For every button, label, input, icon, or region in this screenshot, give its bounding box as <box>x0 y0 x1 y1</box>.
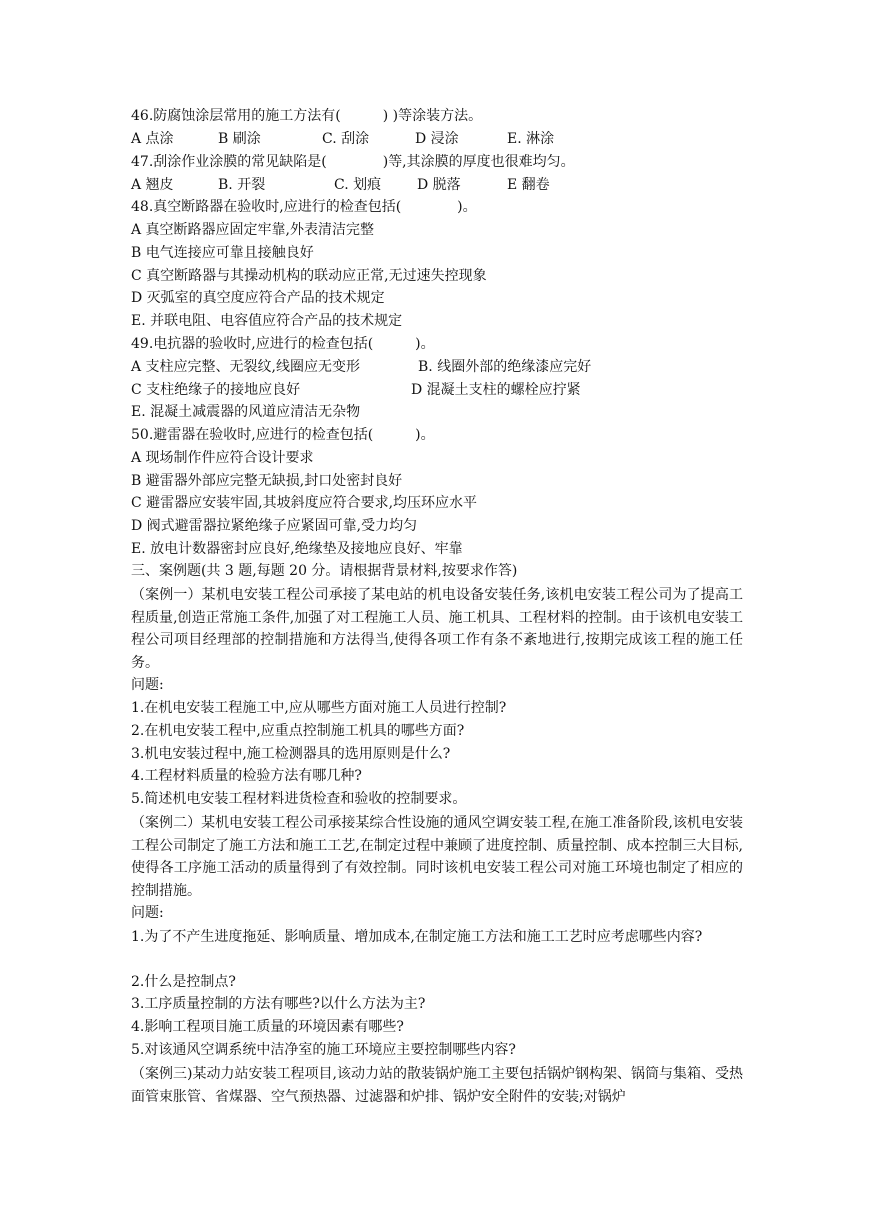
question-48-option: C 真空断路器与其操动机构的联动应正常,无过速失控现象 <box>131 268 487 284</box>
question-48-option: E. 并联电阻、电容值应符合产品的技术规定 <box>131 313 403 329</box>
question-48-stem: 48.真空断路器在验收时,应进行的检查包括( )。 <box>131 199 477 215</box>
case-1-question: 5.简述机电安装工程材料进货检查和验收的控制要求。 <box>131 791 467 807</box>
question-50-option: E. 放电计数器密封应良好,绝缘垫及接地应良好、牢靠 <box>131 541 463 557</box>
case-2-question: 1.为了不产生进度拖延、影响质量、增加成本,在制定施工方法和施工工艺时应考虑哪些内容? <box>131 929 703 945</box>
question-49-options-row1 <box>131 357 591 377</box>
case-2-question: 4.影响工程项目施工质量的环境因素有哪些? <box>131 1019 404 1035</box>
section-3-title: 三、案例题(共 3 题,每题 20 分。请根据背景材料,按要求作答) <box>131 563 518 579</box>
case-1-question: 2.在机电安装工程中,应重点控制施工机具的哪些方面? <box>131 723 465 739</box>
option: C. 刮涂 <box>322 131 370 147</box>
option: A 支柱应完整、无裂纹,线圈应无变形 <box>131 359 361 375</box>
question-48-option: B 电气连接应可靠且接触良好 <box>131 245 314 261</box>
case-1-question: 3.机电安装过程中,施工检测器具的选用原则是什么? <box>131 746 451 762</box>
option: B 刷涂 <box>218 131 261 147</box>
case-1-question: 1.在机电安装工程施工中,应从哪些方面对施工人员进行控制? <box>131 700 507 716</box>
option: B. 开裂 <box>218 177 266 193</box>
question-49-options-row2 <box>131 380 581 400</box>
option: D 脱落 <box>417 177 461 193</box>
option: E. 淋涂 <box>507 131 555 147</box>
question-50-option: A 现场制作件应符合设计要求 <box>131 450 314 466</box>
option: E 翻卷 <box>507 177 550 193</box>
option: A 点涂 <box>131 131 174 147</box>
case-2-question: 5.对该通风空调系统中洁净室的施工环境应主要控制哪些内容? <box>131 1042 516 1058</box>
question-48-option: D 灭弧室的真空度应符合产品的技术规定 <box>131 290 385 306</box>
option: D 浸涂 <box>415 131 459 147</box>
question-47-options <box>131 175 550 195</box>
question-50-stem: 50.避雷器在验收时,应进行的检查包括( )。 <box>131 427 435 443</box>
case-1-question-label: 问题: <box>131 677 164 693</box>
question-46-stem: 46.防腐蚀涂层常用的施工方法有( ) )等涂装方法。 <box>131 108 483 124</box>
case-2-text: （案例二）某机电安装工程公司承接某综合性设施的通风空调安装工程,在施工准备阶段,该机电安装工程公司制定了施工方法和施工工艺,在制定过程中兼顾了进度控制、质量控制、成本控制三大目标,使得各工序施工活动的质量得到了有效控制。同时该机电安装工程公司对施工环境也制定了相应的控制措施。 <box>131 815 743 900</box>
question-49-stem: 49.电抗器的验收时,应进行的检查包括( )。 <box>131 336 435 352</box>
option: B. 线圈外部的绝缘漆应完好 <box>418 359 592 375</box>
question-47-stem: 47.刮涂作业涂膜的常见缺陷是( )等,其涂膜的厚度也很难均匀。 <box>131 154 575 170</box>
case-1-question: 4.工程材料质量的检验方法有哪几种? <box>131 768 362 784</box>
question-49-option: E. 混凝土减震器的风道应清洁无杂物 <box>131 404 361 420</box>
option: A 翘皮 <box>131 177 174 193</box>
case-3-text: （案例三)某动力站安装工程项目,该动力站的散装锅炉施工主要包括锅炉钢构架、锅筒与集箱、受热面管束胀管、省煤器、空气预热器、过滤器和炉排、锅炉安全附件的安装;对锅炉 <box>131 1066 743 1105</box>
case-1-text: （案例一）某机电安装工程公司承接了某电站的机电设备安装任务,该机电安装工程公司为了提高工程质量,创造正常施工条件,加强了对工程施工人员、施工机具、工程材料的控制。由于该机电安装工程公司项目经理部的控制措施和方法得当,使得各项工作有条不紊地进行,按期完成该工程的施工任务。 <box>131 587 743 672</box>
case-2-question: 2.什么是控制点? <box>131 974 236 990</box>
option: C 支柱绝缘子的接地应良好 <box>131 382 301 398</box>
option: D 混凝土支柱的螺栓应拧紧 <box>411 382 581 398</box>
question-50-option: C 避雷器应安装牢固,其坡斜度应符合要求,均压环应水平 <box>131 495 478 511</box>
question-46-options <box>131 129 554 149</box>
case-2-question: 3.工序质量控制的方法有哪些?以什么方法为主? <box>131 996 426 1012</box>
question-50-option: D 阀式避雷器拉紧绝缘子应紧固可靠,受力均匀 <box>131 518 418 534</box>
case-2-question-label: 问题: <box>131 905 164 921</box>
question-50-option: B 避雷器外部应完整无缺损,封口处密封良好 <box>131 473 403 489</box>
option: C. 划痕 <box>334 177 382 193</box>
question-48-option: A 真空断路器应固定牢靠,外表清洁完整 <box>131 222 375 238</box>
